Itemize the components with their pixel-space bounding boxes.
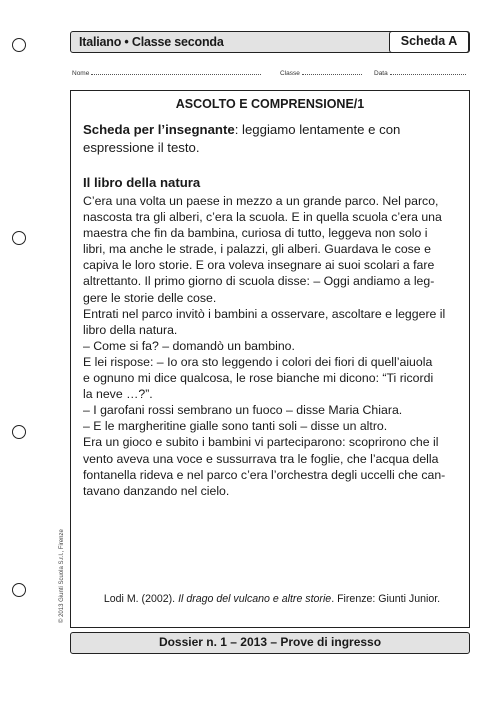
instructions-text-2: espressione il testo. <box>83 140 200 155</box>
instructions-label: Scheda per l’insegnante <box>83 122 235 137</box>
story-line: gere le storie delle cose. <box>83 290 217 305</box>
story-line: tavano danzando nel cielo. <box>83 483 230 498</box>
header-bar <box>70 31 470 53</box>
story-title: Il libro della natura <box>83 175 201 190</box>
copyright-notice: © 2013 Giunti Scuola S.r.l., Firenze <box>59 529 65 623</box>
story-line: – Come si fa? – domandò un bambino. <box>83 338 295 353</box>
story-line: vento aveva una voce e sussurrava tra le foglie, che l’acqua della <box>83 451 439 466</box>
class-label: Classe <box>280 70 300 77</box>
story-line: e ognuno mi dice qualcosa, le rose bianche mi dicono: “Ti ricordi <box>83 371 434 386</box>
date-field[interactable] <box>374 68 466 77</box>
name-label: Nome <box>72 70 90 77</box>
subject-title: Italiano • Classe seconda <box>79 35 224 49</box>
student-info-row <box>72 68 470 80</box>
source-author: Lodi M. (2002). <box>103 593 179 605</box>
story-line: E lei rispose: – Io ora sto leggendo i colori dei fiori di quell’aiuola <box>83 354 433 369</box>
story-line: la neve …?”. <box>83 387 153 402</box>
footer-bar: Dossier n. 1 – 2013 – Prove di ingresso <box>70 632 470 654</box>
story-line: libri, ma anche le strade, i palazzi, gli alberi. Guardava le cose e <box>83 242 431 257</box>
worksheet-title: ASCOLTO E COMPRENSIONE/1 <box>175 97 365 111</box>
story-line: altrettanto. Il primo giorno di scuola disse: – Oggi andiamo a leg- <box>83 274 435 289</box>
story-line: – I garofani rossi sembrano un fuoco – disse Maria Chiara. <box>83 403 403 418</box>
teacher-instructions <box>83 121 458 157</box>
scheda-label: Scheda A <box>389 31 469 53</box>
source-book-title: Il drago del vulcano e altre storie <box>178 593 332 605</box>
story-line: nascosta tra gli alberi, c’era la scuola. E in quella scuola c’era una <box>83 210 442 225</box>
story-line: maestra che fin da bambina, curiosa di tutto, leggeva non solo i <box>83 226 428 241</box>
binder-hole-3 <box>12 425 26 439</box>
date-label: Data <box>374 70 388 77</box>
story-line: C’era una volta un paese in mezzo a un grande parco. Nel parco, <box>83 194 439 208</box>
story-line: fontanella rideva e nel parco c’era l’orchestra degli uccelli che can- <box>83 467 446 482</box>
story-line: Entrati nel parco invitò i bambini a osservare, ascoltare e leggere il <box>83 306 446 321</box>
story-text <box>83 193 461 499</box>
story-line: Era un gioco e subito i bambini vi parteciparono: scoprirono che il <box>83 435 439 450</box>
binder-hole-4 <box>12 583 26 597</box>
binder-hole-2 <box>12 231 26 245</box>
name-field[interactable] <box>72 68 261 77</box>
source-publisher: . Firenze: Giunti Junior. <box>331 593 441 605</box>
story-line: – E le margheritine gialle sono tanti soli – disse un altro. <box>83 419 388 434</box>
story-line: libro della natura. <box>83 322 178 337</box>
instructions-text: : leggiamo lentamente e con <box>234 122 401 137</box>
binder-hole-1 <box>12 38 26 52</box>
worksheet-panel <box>70 90 470 628</box>
story-line: capiva le loro storie. E ora voleva insegnare ai suoi scolari a fare <box>83 258 435 273</box>
class-field[interactable] <box>280 68 362 77</box>
source-citation <box>83 593 461 605</box>
